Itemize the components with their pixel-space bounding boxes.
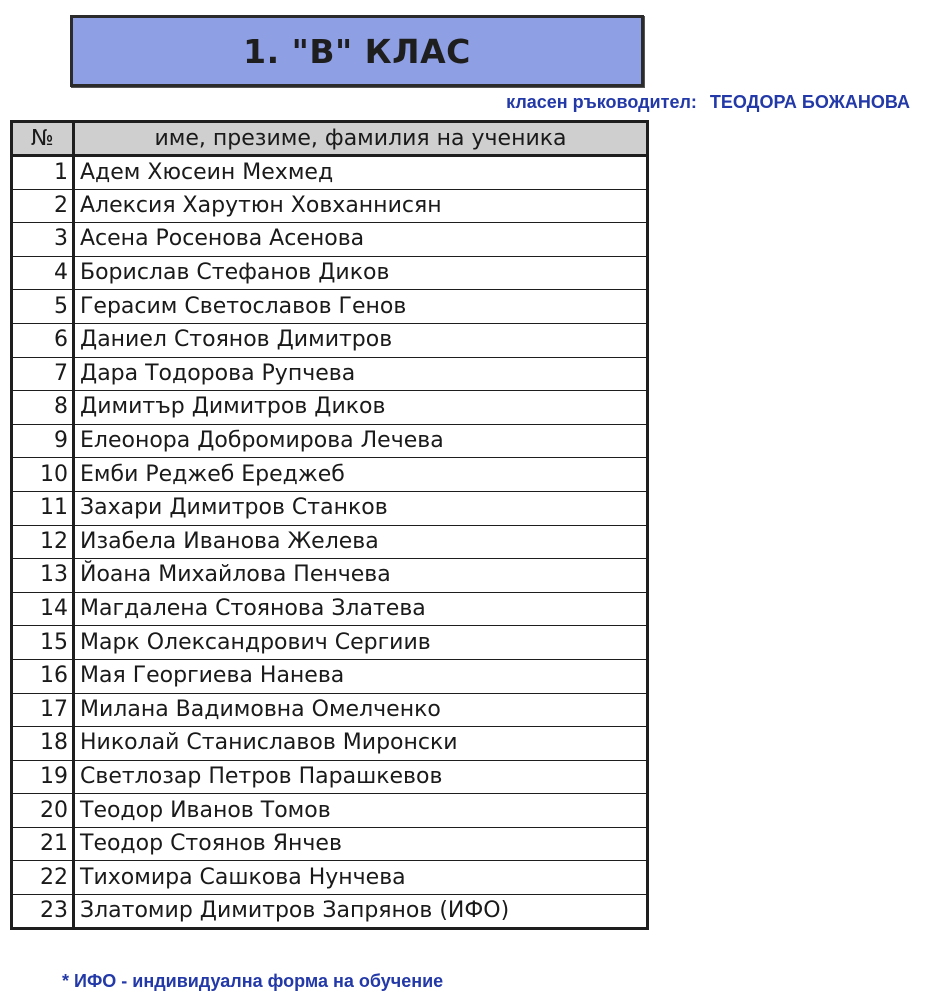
table-row [12,256,648,290]
table-row [12,592,648,626]
student-name: Димитър Димитров Диков [74,391,648,425]
student-name: Елеонора Добромирова Лечева [74,424,648,458]
table-row [12,794,648,828]
row-number: 23 [12,895,74,929]
students-table [10,120,649,930]
table-row [12,525,648,559]
table-row [12,391,648,425]
class-teacher [506,92,910,113]
table-row [12,626,648,660]
student-name: Даниел Стоянов Димитров [74,323,648,357]
table-row [12,659,648,693]
student-name: Асена Росенова Асенова [74,223,648,257]
student-name: Магдалена Стоянова Златева [74,592,648,626]
student-name: Теодор Иванов Томов [74,794,648,828]
row-number: 8 [12,391,74,425]
student-name: Борислав Стефанов Диков [74,256,648,290]
class-title: 1. "В" КЛАС [243,31,471,71]
student-name: Алексия Харутюн Ховханнисян [74,189,648,223]
student-name: Йоана Михайлова Пенчева [74,559,648,593]
footnote: * ИФО - индивидуална форма на обучение [62,971,444,991]
row-number: 15 [12,626,74,660]
table-row [12,290,648,324]
row-number: 7 [12,357,74,391]
table-row [12,861,648,895]
row-number: 14 [12,592,74,626]
row-number: 16 [12,659,74,693]
row-number: 17 [12,693,74,727]
student-name: Дара Тодорова Рупчева [74,357,648,391]
student-name: Мая Георгиева Нанева [74,659,648,693]
student-name: Изабела Иванова Желева [74,525,648,559]
table-row [12,760,648,794]
class-title-box [70,15,644,87]
row-number: 22 [12,861,74,895]
header-number: № [12,122,74,156]
table-row [12,323,648,357]
students-table-body [12,156,648,929]
row-number: 4 [12,256,74,290]
row-number: 10 [12,458,74,492]
student-name: Емби Реджеб Ереджеб [74,458,648,492]
table-row [12,357,648,391]
table-row [12,559,648,593]
table-row [12,458,648,492]
row-number: 21 [12,827,74,861]
table-row [12,693,648,727]
row-number: 3 [12,223,74,257]
student-name: Николай Станиславов Миронски [74,727,648,761]
table-row [12,491,648,525]
row-number: 6 [12,323,74,357]
student-name: Теодор Стоянов Янчев [74,827,648,861]
row-number: 12 [12,525,74,559]
row-number: 5 [12,290,74,324]
student-name: Тихомира Сашкова Нунчева [74,861,648,895]
header-student-name: име, презиме, фамилия на ученика [74,122,648,156]
table-row [12,223,648,257]
student-name: Златомир Димитров Запрянов (ИФО) [74,895,648,929]
table-header-row [12,122,648,156]
student-name: Милана Вадимовна Омелченко [74,693,648,727]
row-number: 9 [12,424,74,458]
row-number: 2 [12,189,74,223]
row-number: 13 [12,559,74,593]
student-name: Светлозар Петров Парашкевов [74,760,648,794]
table-row [12,156,648,190]
table-row [12,827,648,861]
row-number: 1 [12,156,74,190]
row-number: 11 [12,491,74,525]
student-name: Герасим Светославов Генов [74,290,648,324]
class-teacher-name: ТЕОДОРА БОЖАНОВА [709,92,910,112]
student-name: Захари Димитров Станков [74,491,648,525]
student-name: Марк Олександрович Сергиив [74,626,648,660]
class-teacher-label: класен ръководител: [506,92,697,112]
row-number: 18 [12,727,74,761]
table-row [12,424,648,458]
row-number: 19 [12,760,74,794]
student-name: Адем Хюсеин Мехмед [74,156,648,190]
table-row [12,189,648,223]
table-row [12,895,648,929]
row-number: 20 [12,794,74,828]
table-row [12,727,648,761]
